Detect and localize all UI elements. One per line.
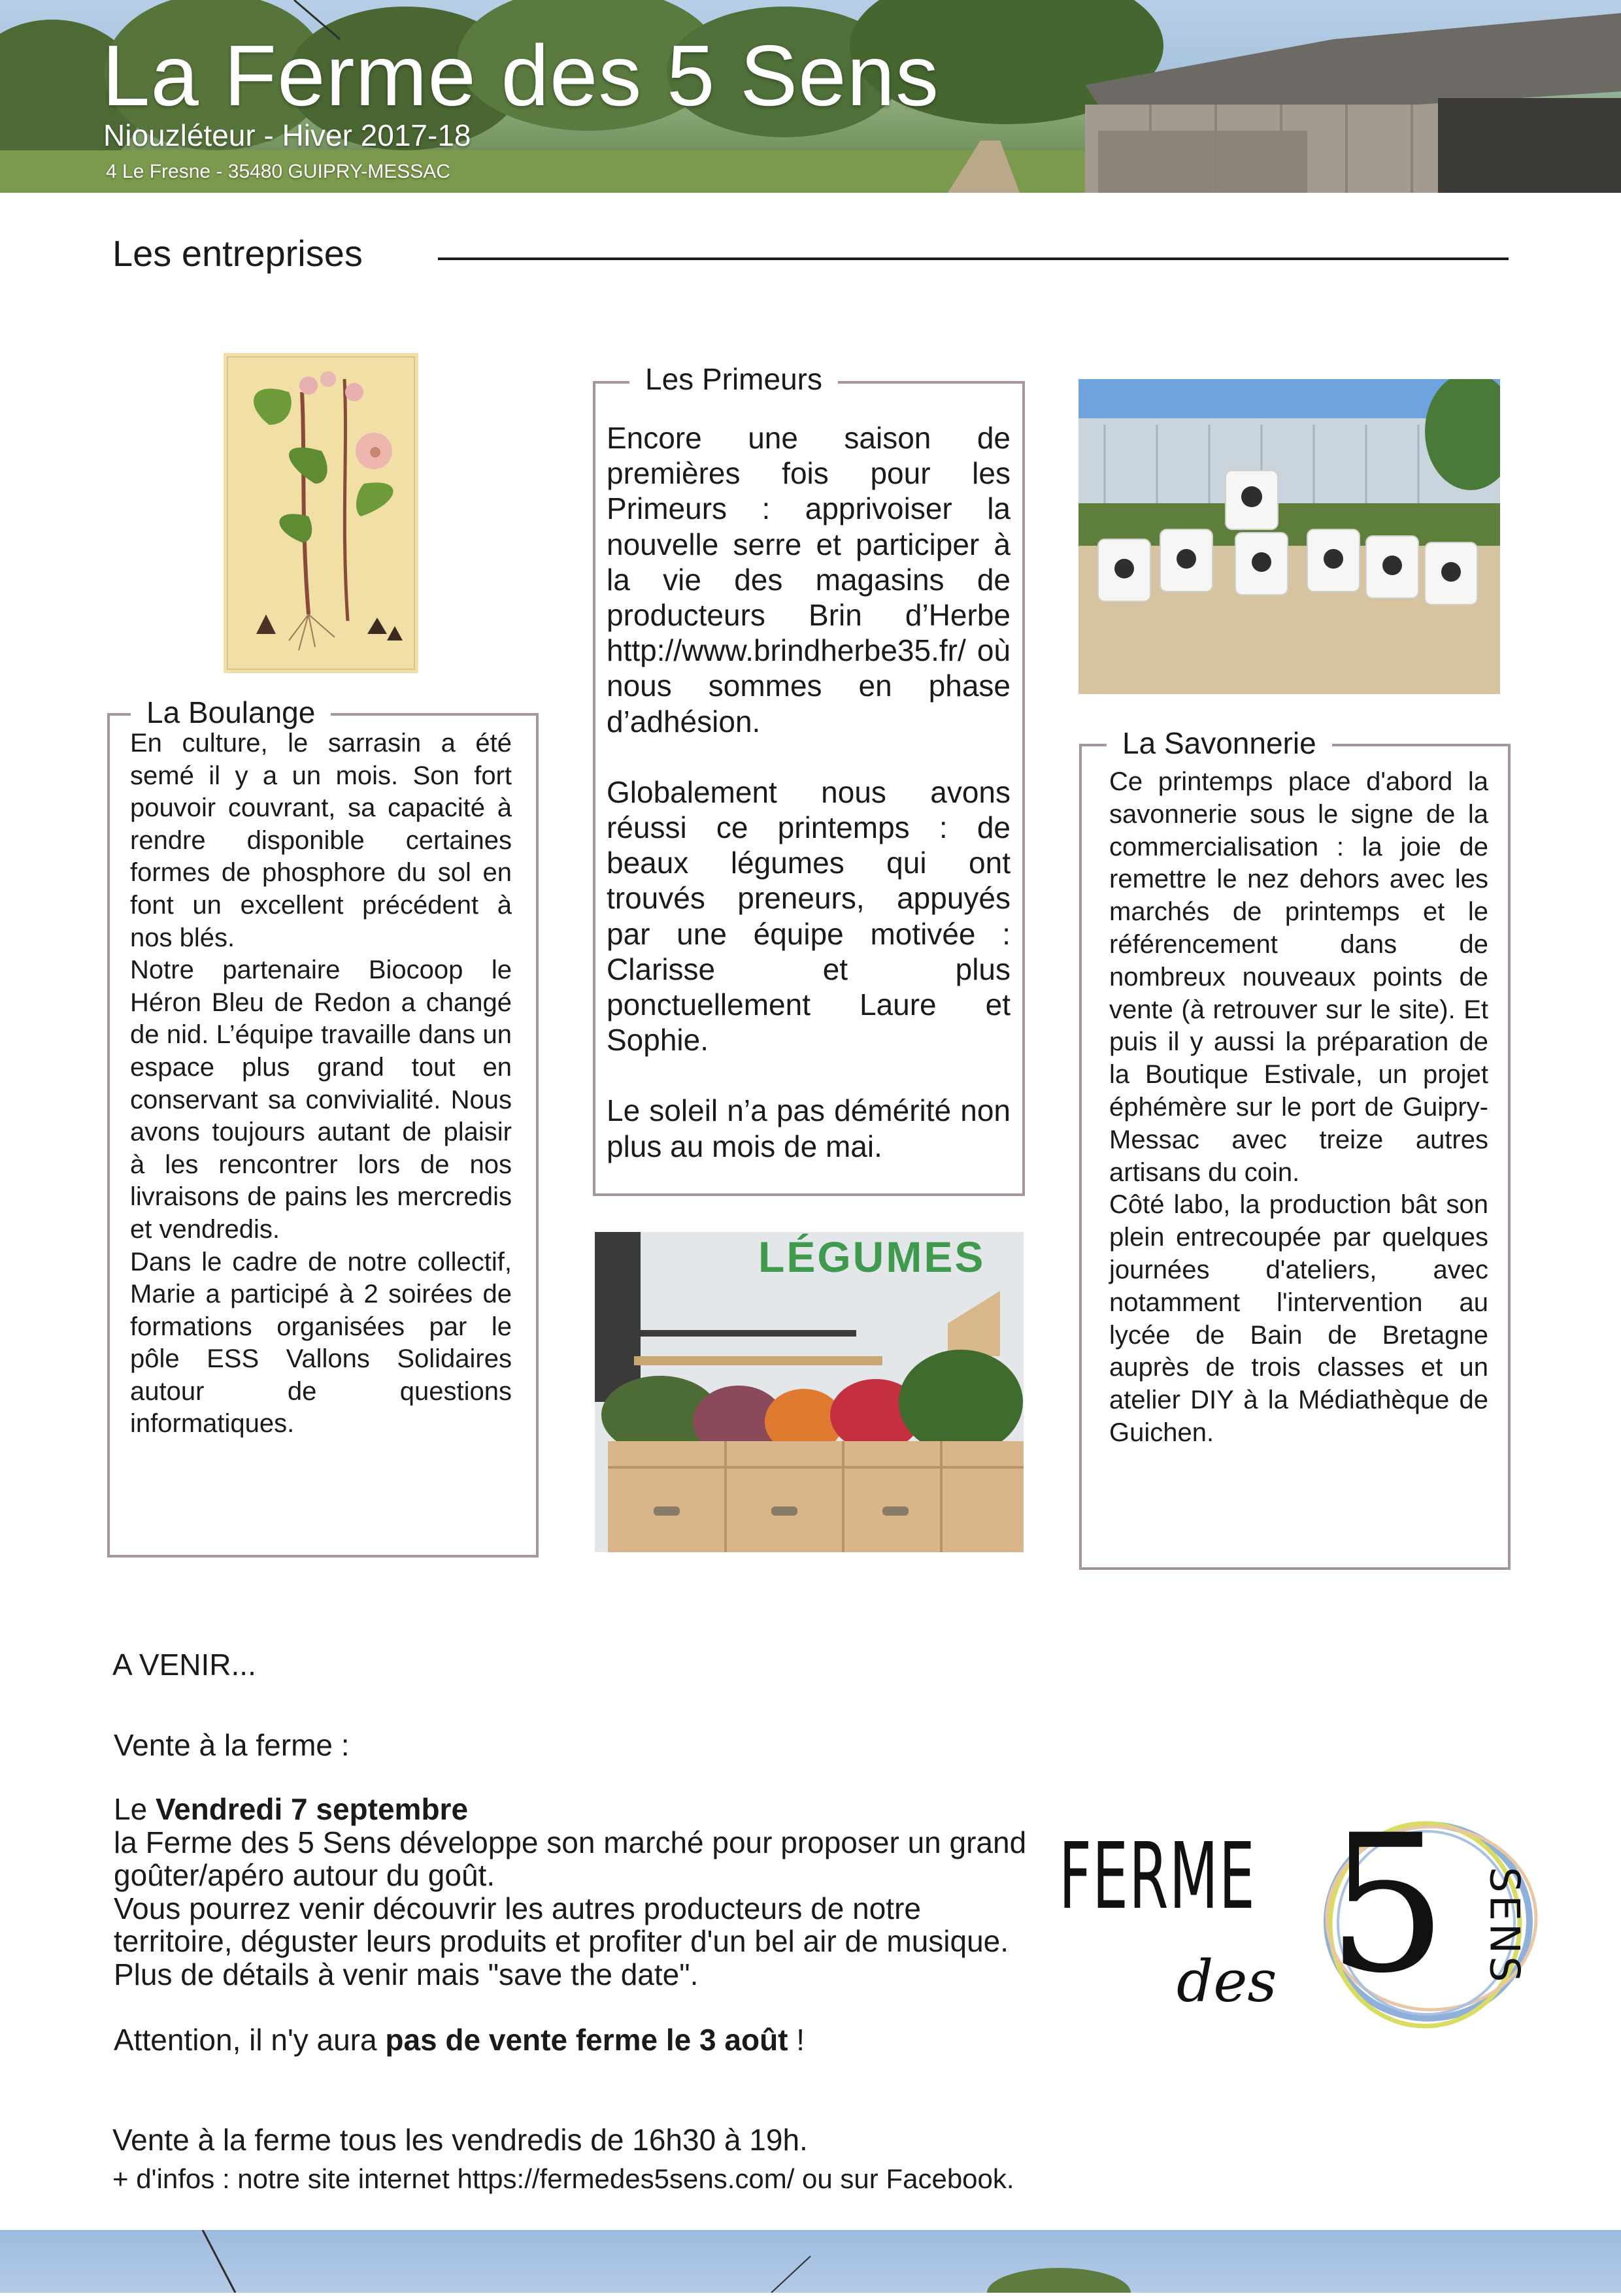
section-divider — [438, 258, 1509, 260]
primeurs-paragraph: Encore une saison de premières fois pour les Primeurs : apprivoiser la nouvelle serre et participer à la vie des magasins de producteurs Brin d’Herbe http://www.brindherbe35.fr/ où nous sommes en phase d’adhésion. — [607, 421, 1011, 739]
logo-number-5: 5 — [1327, 1795, 1448, 2015]
soap-products-photo — [1078, 379, 1500, 694]
upcoming-event-text — [114, 1793, 1029, 2057]
savonnerie-title: La Savonnerie — [1107, 725, 1332, 761]
event-paragraph-2: Vous pourrez venir découvrir les autres producteurs de notre territoire, déguster leurs produits et profiter d'un bel air de musique. Plus de détails à venir mais "save the date". — [114, 1891, 1009, 1991]
savonnerie-box — [1079, 726, 1511, 1570]
upcoming-subheading: Vente à la ferme : — [114, 1728, 350, 1762]
primeurs-box — [593, 362, 1025, 1196]
warning-prefix: Attention, il n'y aura — [114, 2023, 386, 2057]
warning-bold: pas de vente ferme le 3 août — [385, 2023, 788, 2057]
savonnerie-paragraph: Côté labo, la production bât son plein entrecoupée par quelques journées d'ateliers, avec notamment l'intervention au lycée de Bain de Bretagne auprès de trois classes et un atelier DIY à la Médiathèque de Guichen. — [1109, 1190, 1488, 1447]
event-prefix: Le — [114, 1792, 156, 1826]
event-description: la Ferme des 5 Sens développe son marché pour proposer un grand goûter/apéro autour du goût. — [114, 1825, 1027, 1892]
primeurs-paragraph: Le soleil n’a pas démérité non plus au mois de mai. — [607, 1093, 1011, 1163]
boulange-box — [107, 695, 539, 1557]
boulange-paragraph: Dans le cadre de notre collectif, Marie a participé à 2 soirées de formations organisées par le pôle ESS Vallons Solidaires autour de questions informatiques. — [130, 1247, 512, 1439]
farm-address: 4 Le Fresne - 35480 GUIPRY-MESSAC — [106, 161, 450, 182]
newsletter-title: La Ferme des 5 Sens — [102, 27, 939, 124]
boulange-paragraph: En culture, le sarrasin a été semé il y a un mois. Son fort pouvoir couvrant, sa capacité à rendre disponible certaines formes de phosphore du sol en font un excellent précédent à nos blés. — [130, 729, 512, 952]
legumes-sign: LÉGUMES — [758, 1233, 986, 1281]
section-title: Les entreprises — [112, 233, 363, 274]
warning-suffix: ! — [788, 2023, 805, 2057]
primeurs-paragraph: Globalement nous avons réussi ce printemps : de beaux légumes qui ont trouvés preneurs, appuyés par une équipe motivée : Clarisse et plus ponctuellement Laure et Sophie. — [607, 774, 1011, 1057]
logo-word-des: des — [1177, 1948, 1277, 2015]
more-info: + d'infos : notre site internet https://fermedes5sens.com/ ou sur Facebook. — [112, 2163, 1014, 2194]
boulange-text — [130, 727, 512, 1440]
savonnerie-text — [1109, 766, 1488, 1450]
savonnerie-paragraph: Ce printemps place d'abord la savonnerie sous le signe de la commercialisation : la joie de remettre le nez dehors avec les marchés de printemps et le référencement dans de nombreux nouveaux points de vente (à retrouver sur le site). Et puis il y aussi la préparation de la Boutique Estivale, un projet éphémère sur le port de Guipry-Messac avec treize autres artisans du coin. — [1109, 767, 1488, 1187]
boulange-title: La Boulange — [131, 695, 331, 730]
boulange-paragraph: Notre partenaire Biocoop le Héron Bleu de Redon a changé de nid. L’équipe travaille dans un espace plus grand tout en conservant sa convivialité. Nous avons toujours autant de plaisir à les rencontrer lors de nos livraisons de pains les mercredis et vendredis. — [130, 956, 512, 1244]
sales-schedule: Vente à la ferme tous les vendredis de 16h30 à 19h. — [112, 2123, 808, 2157]
logo-word-ferme: FERME — [1059, 1823, 1256, 1930]
event-date: Vendredi 7 septembre — [155, 1792, 469, 1826]
header-banner — [0, 0, 1621, 193]
logo-word-sens: SENS — [1480, 1867, 1529, 1985]
primeurs-title: Les Primeurs — [629, 361, 838, 397]
upcoming-heading: A VENIR... — [112, 1648, 256, 1682]
farm-logo — [1046, 1795, 1543, 2052]
buckwheat-botanical-illustration — [224, 353, 418, 673]
vegetable-stall-photo — [595, 1232, 1024, 1552]
footer-sky-photo — [0, 2230, 1621, 2293]
primeurs-text — [607, 420, 1011, 1164]
event-warning — [114, 2023, 1029, 2057]
newsletter-subtitle: Niouzléteur - Hiver 2017-18 — [103, 118, 471, 152]
event-paragraph — [114, 1793, 1029, 1892]
